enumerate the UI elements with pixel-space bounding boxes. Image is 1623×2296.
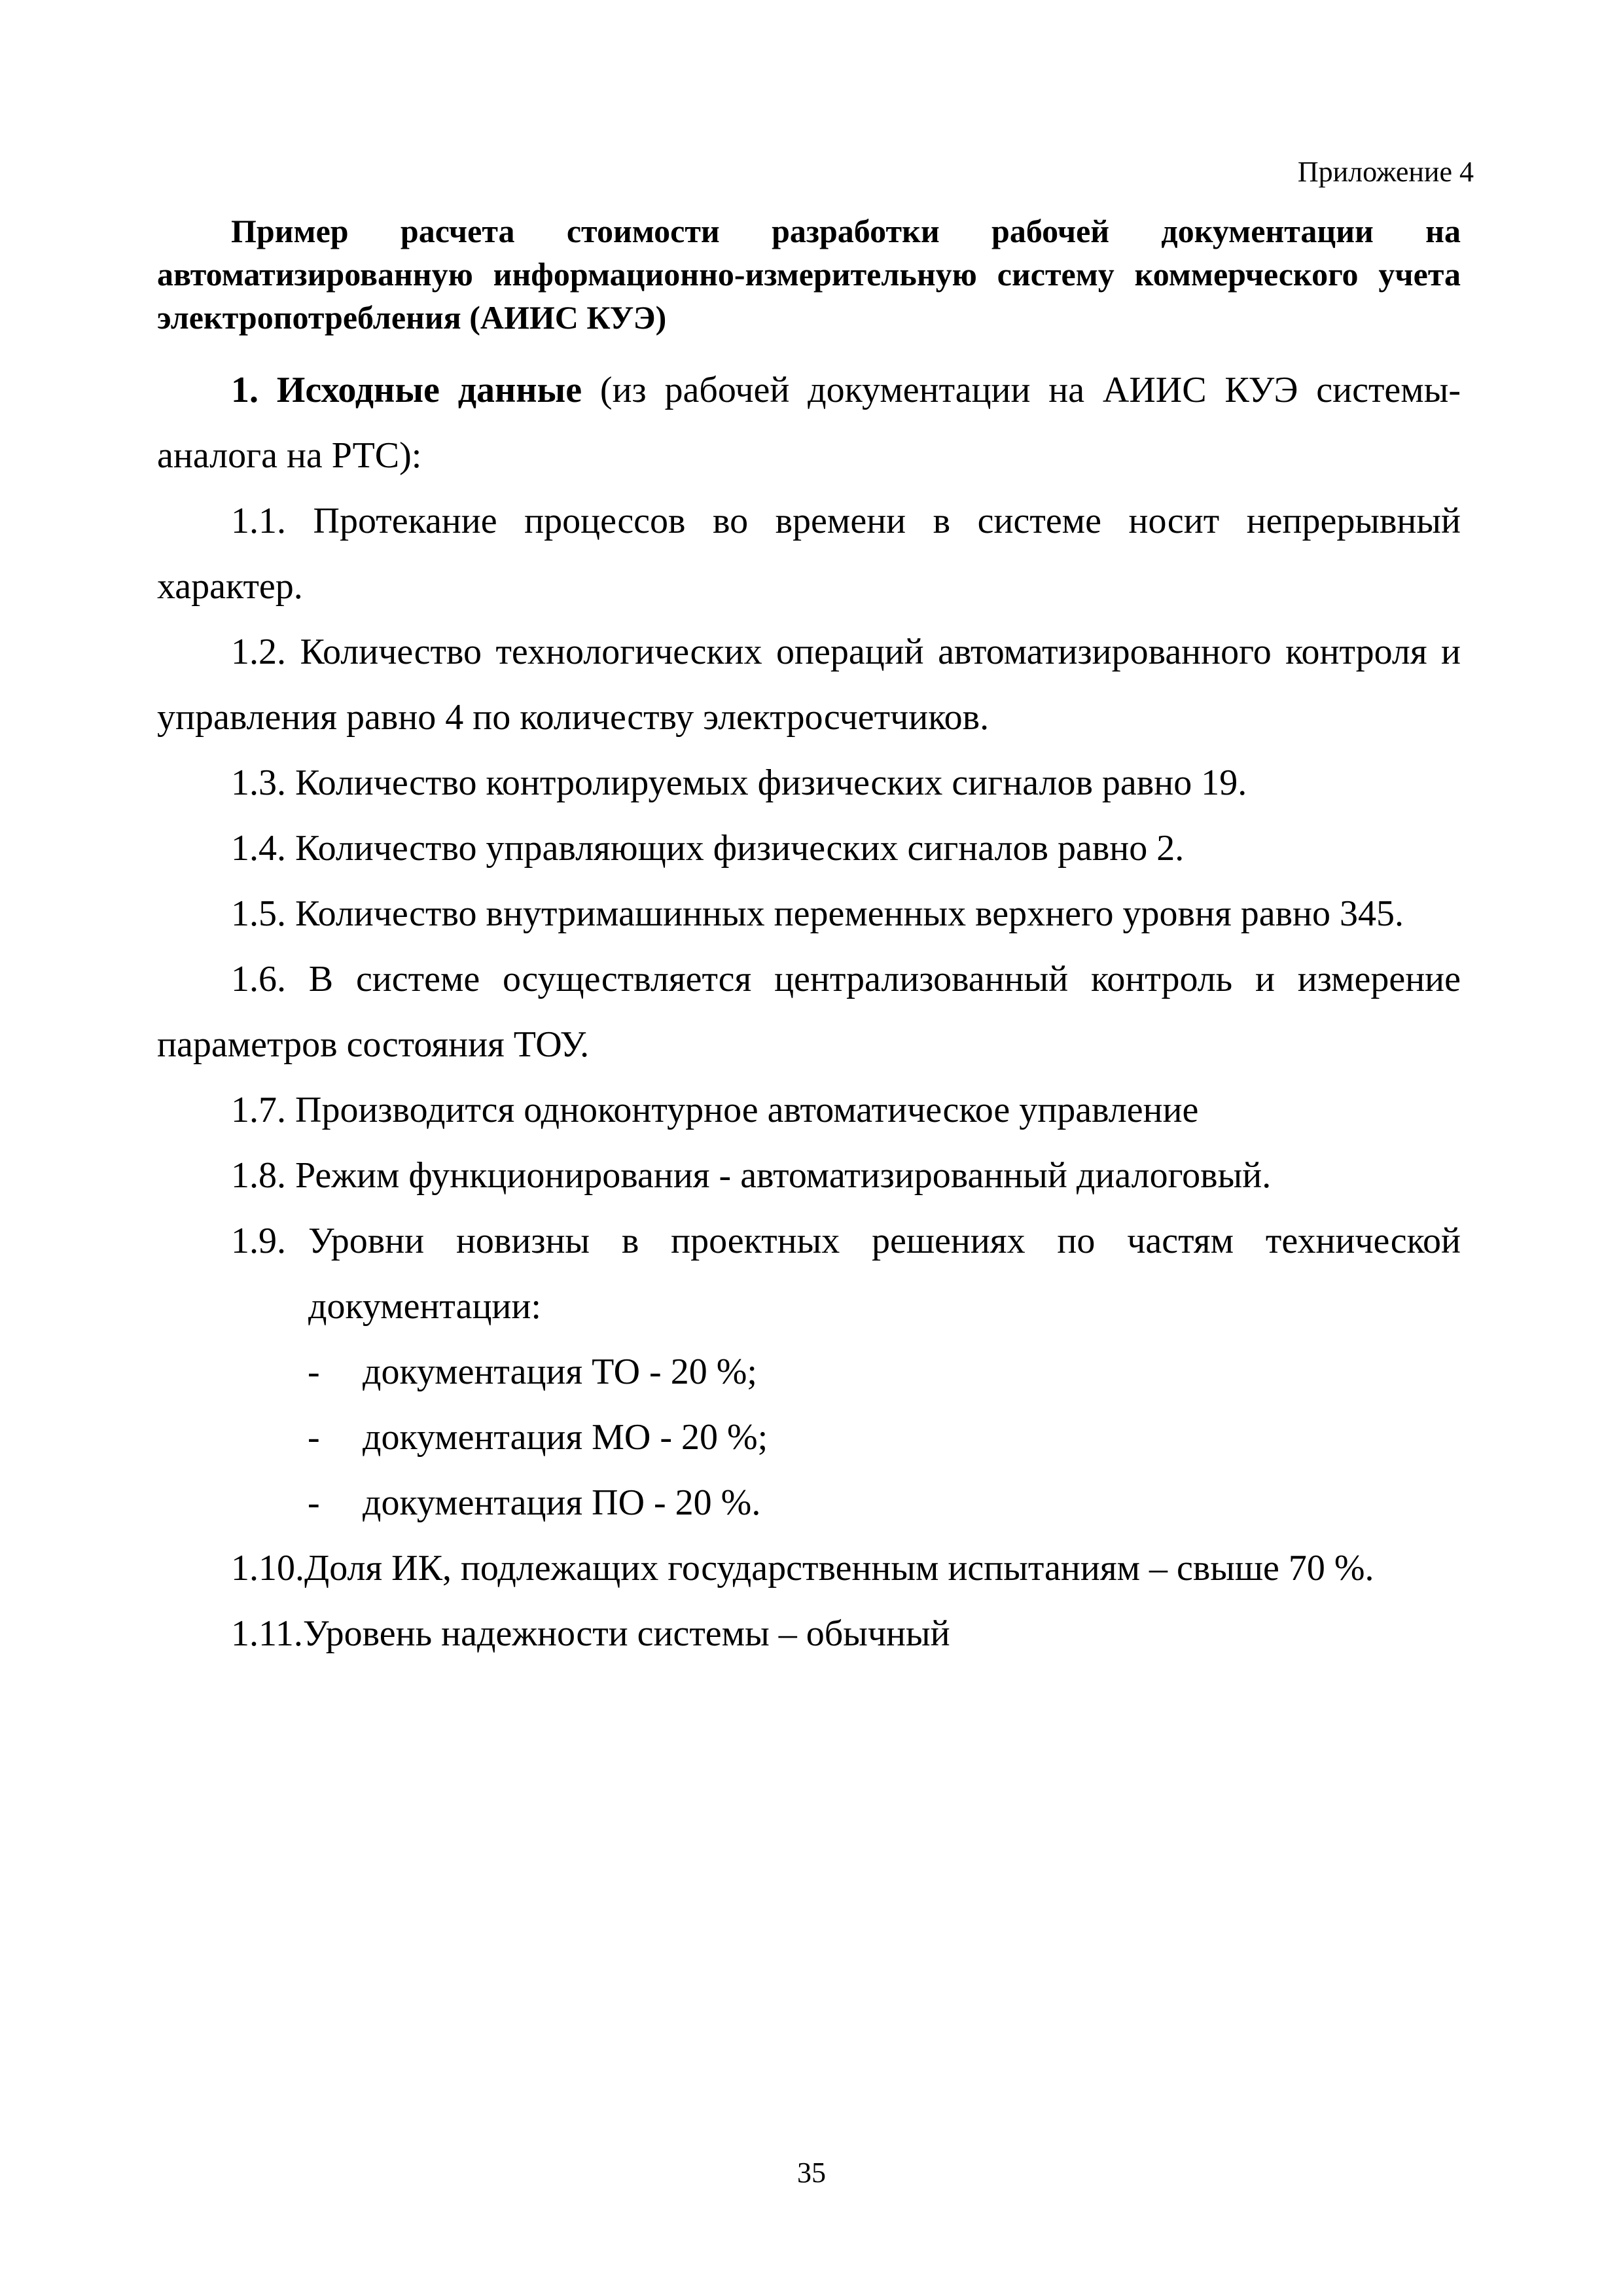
item-number: 1.9. — [231, 1221, 286, 1261]
item-text: Количество управляющих физических сигналов равно 2. — [295, 828, 1185, 869]
item-text: Производится одноконтурное автоматическое управление — [295, 1090, 1199, 1130]
list-item-1-11 — [157, 1601, 1461, 1666]
novelty-item-to — [157, 1339, 1461, 1405]
item-text: В системе осуществляется централизованный контроль и измерение параметров состояния ТОУ. — [157, 959, 1461, 1065]
list-item-1-4 — [157, 816, 1461, 881]
item-text: Уровень надежности системы – обычный — [302, 1613, 950, 1654]
list-item-1-2 — [157, 619, 1461, 750]
item-number: 1.11. — [231, 1613, 303, 1654]
list-item-1-10 — [157, 1535, 1461, 1601]
list-item-1-8 — [157, 1143, 1461, 1208]
section-1-paragraph — [157, 357, 1461, 488]
list-item-1-5 — [157, 881, 1461, 946]
item-text: Режим функционирования - автоматизированный диалоговый. — [295, 1155, 1272, 1196]
item-number: 1.5. — [231, 893, 286, 934]
page-number: 35 — [797, 2157, 826, 2189]
novelty-text: документация МО - 20 %; — [363, 1417, 768, 1458]
section-1-intro: (из рабочей документации на АИИС КУЭ системы-аналога на РТС): — [157, 370, 1461, 476]
novelty-text: документация ТО - 20 %; — [363, 1352, 757, 1392]
appendix-label: Приложение 4 — [1297, 156, 1474, 188]
novelty-item-po — [157, 1470, 1461, 1535]
item-number: 1.1. — [231, 501, 286, 541]
item-number: 1.6. — [231, 959, 286, 999]
item-number: 1.4. — [231, 828, 286, 869]
section-1-heading: 1. Исходные данные — [231, 370, 582, 410]
item-number: 1.3. — [231, 762, 286, 803]
dash-marker: - — [308, 1417, 320, 1458]
item-number: 1.7. — [231, 1090, 286, 1130]
list-item-1-9 — [157, 1208, 1461, 1339]
item-number: 1.2. — [231, 632, 286, 672]
list-item-1-1 — [157, 488, 1461, 619]
novelty-text: документация ПО - 20 %. — [363, 1482, 761, 1523]
item-text: Уровни новизны в проектных решениях по частям технической документации: — [308, 1221, 1461, 1327]
document-title: Пример расчета стоимости разработки рабочей документации на автоматизированную информационно-измерительную систему коммерческого учета электропотребления (АИИС КУЭ) — [157, 213, 1461, 336]
item-number: 1.8. — [231, 1155, 286, 1196]
item-text: Количество внутримашинных переменных верхнего уровня равно 345. — [295, 893, 1404, 934]
list-item-1-7 — [157, 1077, 1461, 1143]
item-text: Протекание процессов во времени в системе носит непрерывный характер. — [157, 501, 1461, 607]
item-number: 1.10. — [231, 1548, 304, 1588]
dash-marker: - — [308, 1352, 320, 1392]
list-item-1-6 — [157, 946, 1461, 1077]
document-body — [157, 209, 1461, 1666]
item-text: Количество контролируемых физических сигналов равно 19. — [295, 762, 1247, 803]
novelty-item-mo — [157, 1405, 1461, 1470]
item-text: Количество технологических операций автоматизированного контроля и управления равно 4 по количеству электросчетчиков. — [157, 632, 1461, 738]
list-item-1-3 — [157, 750, 1461, 816]
dash-marker: - — [308, 1482, 320, 1523]
item-text: Доля ИК, подлежащих государственным испытаниям – свыше 70 %. — [304, 1548, 1374, 1588]
